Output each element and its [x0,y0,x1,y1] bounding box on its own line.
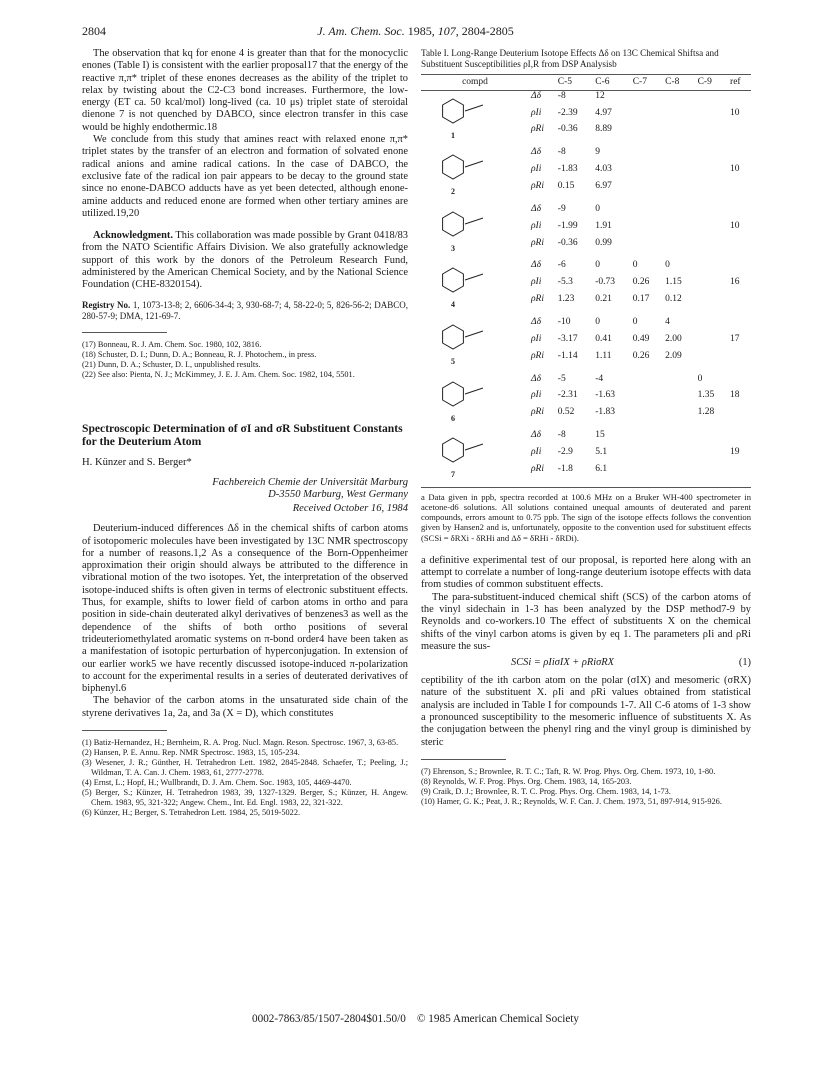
reference-item: (2) Hansen, P. E. Annu. Rep. NMR Spectrosc. 1983, 15, 105-234. [82,747,300,757]
affiliation [82,477,408,502]
value-cell: 0.21 [595,294,612,305]
value-cell [663,464,695,481]
value-cell: 1.35 [697,390,715,401]
value-cell: 1.15 [665,277,682,288]
compound-number: 6 [451,413,455,423]
value-cell: 5.1 [595,447,608,458]
table-footnote: a Data given in ppb, spectra recorded at 100.6 MHz on a Bruker WH-400 spectrometer in acetone-d6 solutions. All solutions contained unequal amounts of deuterated and parent compounds, errors amount to 0.75 ppb. The sign of the isotope effects follows the convention given by Hansen2 and is, unfortunately, opposite to the convention used for substituent effects (SCSi = δRXi - δRHi and Δδ = δRHi - δRDi). [421,491,751,543]
table-row [421,204,751,221]
reference-cell [728,90,751,108]
value-cell [631,447,663,464]
benzene-ring-shape [443,325,464,349]
molecule-structure-drawing [423,260,523,300]
value-cell [696,90,728,108]
equation-formula: SCSi = ρIiσIX + ρRiσRX [511,657,614,669]
value-cell [696,294,728,311]
table-row [421,430,751,447]
value-cell: -3.17 [557,333,578,344]
side-chain-bond [465,444,483,450]
value-cell [631,90,663,108]
value-cell: -1.14 [557,350,578,361]
copyright-notice: © 1985 American Chemical Society [417,1013,579,1025]
body-paragraph: The observation that kq for enone 4 is greater than that for the monocyclic enones (Table I) is consistent with the earlier proposal17 that the energy of the reactive π,π* triplet of these enones decreases as the ability of the triplet to relax by twisting about the C2-C3 bond increases. Furthermore, the low-energy (ET ca. 50 kcal/mol) long-lived (ca. 10 μs) triplet state of steroidal dienone 7 is not quenched by DABCO, since electron transfer in this case would be highly endothermic.18 [82,48,408,133]
value-cell: 4.97 [595,107,612,118]
column-header [529,75,556,91]
value-cell [663,238,695,255]
reference-list [421,767,751,807]
value-cell: -0.36 [557,124,578,135]
registry-heading: Registry No. [82,299,131,310]
compound-number: 2 [451,187,455,197]
reference-item: (6) Künzer, H.; Berger, S. Tetrahedron Lett. 1984, 25, 5019-5022. [82,807,301,817]
parameter-label: Δδ [531,203,541,214]
reference-list [82,738,408,818]
article-authors: H. Künzer and S. Berger* [82,456,192,468]
running-header [82,24,749,40]
table-row [421,90,751,108]
received-date: Received October 16, 1984 [292,502,408,514]
body-paragraph: ceptibility of the ith carbon atom on the polar (σIX) and mesomeric (σRX) nature of the substituent X. ρIi and ρRi values obtained from statistical analysis are included in Table I for compounds 1-7. All C-6 atoms of 1-3 show a pronounced susceptibility to the mesomeric influence of substituents X. As the conjugation between the phenyl ring and the vinyl group is diminished by steric [421,675,751,748]
value-cell: 4 [665,316,670,327]
side-chain-bond [465,274,483,280]
value-cell [696,181,728,198]
value-cell [663,430,695,447]
value-cell: 0.26 [632,350,650,361]
value-cell: -1.83 [557,164,578,175]
value-cell [631,147,663,164]
affiliation-line: Fachbereich Chemie der Universität Marburg [212,476,408,488]
value-cell [696,260,728,277]
value-cell: 0.12 [665,294,682,305]
value-cell: 0 [632,260,638,271]
reference-item: (9) Craik, D. J.; Brownlee, R. T. C. Prog. Phys. Org. Chem. 1983, 14, 1-73. [421,786,671,796]
structure-cell [421,204,529,255]
parameter-label: ρIi [531,447,542,458]
value-cell [696,277,728,294]
value-cell [663,390,695,407]
side-chain-bond [465,105,483,111]
reference-item: (18) Schuster, D. I.; Dunn, D. A.; Bonneau, R. J. Photochem., in press. [82,349,317,359]
parameter-label: ρIi [531,220,542,231]
parameter-label: ρRi [531,124,545,135]
molecule-structure-drawing [423,430,523,470]
parameter-label: ρRi [531,463,545,474]
parameter-label: Δδ [531,430,541,441]
molecule-structure-drawing [423,317,523,357]
footnote-rule [421,759,506,760]
table-caption: Table I. Long-Range Deuterium Isotope Effects Δδ on 13C Chemical Shiftsa and Substituent Susceptibilities ρI,R from DSP Analysisb [421,48,719,69]
reference-cell [728,374,751,391]
value-cell [631,164,663,181]
acknowledgment-heading: Acknowledgment. [93,230,173,242]
value-cell: -1.83 [595,407,616,418]
value-cell: -1.63 [595,390,616,401]
value-cell: -6 [557,260,566,271]
structure-cell [421,147,529,198]
value-cell: 2.00 [665,333,682,344]
value-cell: -2.39 [557,107,578,118]
value-cell: 1.23 [557,294,575,305]
footnote-rule [82,730,167,731]
parameter-label: ρRi [531,237,545,248]
footnote-rule [82,332,167,333]
value-cell [696,334,728,351]
value-cell [631,390,663,407]
body-paragraph: a definitive experimental test of our proposal, is reported here along with an attempt to correlate a number of long-range deuterium isotope effects with data from studies of common substituent effects. [421,554,751,591]
reference-cell [728,464,751,481]
reference-cell [728,407,751,424]
value-cell: 1.91 [595,220,612,231]
value-cell: -9 [557,203,566,214]
reference-cell [728,147,751,164]
affiliation-line: D-3550 Marburg, West Germany [268,489,408,501]
value-cell [663,164,695,181]
journal-pages: 2804-2805 [461,24,514,38]
value-cell: 0.15 [557,180,575,191]
reference-cell [728,260,751,277]
value-cell [631,430,663,447]
reference-cell [728,351,751,368]
value-cell [663,90,695,108]
value-cell [696,317,728,334]
compound-number: 1 [451,130,455,140]
benzene-ring-shape [443,155,464,179]
parameter-label: ρRi [531,350,545,361]
parameter-label: ρRi [531,294,545,305]
value-cell: 6.1 [595,463,608,474]
column-header: C-6 [593,75,630,91]
value-cell: -0.73 [595,277,616,288]
reference-cell [728,238,751,255]
value-cell: -1.99 [557,220,578,231]
molecule-structure-drawing [423,91,523,131]
equation-number: (1) [738,657,751,669]
parameter-label: ρIi [531,164,542,175]
journal-citation [82,24,749,39]
acknowledgment [82,230,408,291]
value-cell: 12 [595,90,605,101]
value-cell: 2.09 [665,350,682,361]
parameter-label: ρIi [531,333,542,344]
reference-item: (17) Bonneau, R. J. Am. Chem. Soc. 1980, 102, 3816. [82,339,262,349]
parameter-label: ρIi [531,390,542,401]
table-row [421,147,751,164]
column-header: C-9 [696,75,728,91]
structure-cell [421,90,529,141]
structure-cell [421,430,529,481]
reference-item: (5) Berger, S.; Künzer, H. Tetrahedron 1983, 39, 1327-1329. Berger, S.; Künzer, H. Angew. Chem. 1983, 95, 321-322; Angew. Chem., Int. Ed. Engl. 1983, 22, 321-322. [82,787,408,807]
value-cell [631,181,663,198]
value-cell: 0 [595,260,600,271]
value-cell [663,221,695,238]
reference-item: (10) Hamer, G. K.; Peat, J. R.; Reynolds, W. F. Can. J. Chem. 1973, 51, 897-914, 915-926. [421,796,722,806]
reference-cell [728,430,751,447]
structure-cell [421,374,529,425]
parameter-label: ρRi [531,180,545,191]
side-chain-bond [465,161,483,167]
value-cell: 0.52 [557,407,575,418]
equation [421,657,751,671]
molecule-structure-drawing [423,204,523,244]
compound-number: 7 [451,470,455,480]
parameter-label: Δδ [531,90,541,101]
value-cell: 0 [697,373,703,384]
structure-cell [421,317,529,368]
parameter-label: Δδ [531,260,541,271]
right-column [421,48,751,807]
data-table [421,74,751,481]
reference-cell: 17 [730,333,740,344]
value-cell: 15 [595,430,605,441]
reference-cell: 10 [730,220,740,231]
reference-list [82,340,408,380]
body-paragraph: Deuterium-induced differences Δδ in the chemical shifts of carbon atoms of isotopomeric molecules have been investigated by 13C NMR spectroscopy for a number of reasons.1,2 As a consequence of the Born-Oppenheimer approximation their origin should always be attributed to the difference in vibrational motion of the two isotopes. Yet, the interpretation of the observed isotope-induced shifts is often given in terms of electronic substituent effects. Thus, for example, shifts to lower field of carbon atoms in ortho and para position in side-chain deuterated alkyl derivatives of benzenes3 as well as the dependence of the shifts of both ortho positions of several trideuteriomethylated aromatic systems on π-bond order4 have been taken as a manifestation of isotopic perturbation of hyperconjugation. In extension of our earlier work5 we have recently discussed isotope-induced π-polarization to account for the experimental results in a series of deuterated derivatives of biphenyl.6 [82,523,408,695]
page-footer [82,1013,749,1025]
value-cell: 4.03 [595,164,612,175]
parameter-label: Δδ [531,316,541,327]
reference-cell [728,181,751,198]
value-cell: -0.36 [557,237,578,248]
value-cell [696,124,728,141]
value-cell [631,238,663,255]
body-paragraph: We conclude from this study that amines react with relaxed enone π,π* triplet states by the transfer of an electron and formation of solvated enone radical anions and amine radical cations. In the case of DABCO, the exclusive fate of the radical ion pair appears to be decay to the ground state since no enone-DABCO adducts have as yet been detected, although enone-amine adducts and reduced enone are formed when other tertiary amines are utilized.19,20 [82,134,408,219]
column-header: C-5 [556,75,593,91]
value-cell: -8 [557,430,566,441]
parameter-label: ρIi [531,107,542,118]
value-cell [696,108,728,125]
reference-item: (3) Wesener, J. R.; Günther, H. Tetrahedron Lett. 1982, 2845-2848. Schaefer, T.; Peeling, J.; Wildman, T. A. Can. J. Chem. 1983, 61, 2777-2778. [82,757,408,777]
reference-cell: 10 [730,164,740,175]
value-cell: 0.49 [632,333,650,344]
reference-cell [728,294,751,311]
reference-cell: 16 [730,277,740,288]
registry-text: 1, 1073-13-8; 2, 6606-34-4; 3, 930-68-7; 4, 58-22-0; 5, 826-56-2; DABCO, 280-57-9; DMA, 121-69-7. [82,299,409,321]
value-cell [696,351,728,368]
table-row [421,260,751,277]
journal-name: J. Am. Chem. Soc. [317,24,405,38]
value-cell [663,204,695,221]
value-cell: -10 [557,316,571,327]
value-cell [663,407,695,424]
value-cell [663,124,695,141]
parameter-label: ρIi [531,277,542,288]
value-cell: 0.41 [595,333,612,344]
table-bottom-rule [421,487,751,488]
value-cell: 0 [595,316,600,327]
value-cell [631,108,663,125]
benzene-ring-shape [443,382,464,406]
parameter-label: ρRi [531,407,545,418]
body-paragraph: The behavior of the carbon atoms in the unsaturated side chain of the styrene derivatives 1a, 2a, and 3a (X = D), which constitutes [82,695,408,719]
parameter-label: Δδ [531,147,541,158]
acknowledgment-text: This collaboration was made possible by Grant 0418/83 from the NATO Scientific Affairs Division. We also gratefully acknowledge support of this work by the donors of the Petroleum Research Fund, administered by the American Chemical Society, and by the National Science Foundation (CHE-8320154). [82,230,408,291]
table-header-row [421,75,751,91]
value-cell [631,374,663,391]
reference-item: (7) Ehrenson, S.; Brownlee, R. T. C.; Taft, R. W. Prog. Phys. Org. Chem. 1973, 10, 1-80. [421,766,716,776]
structure-cell [421,260,529,311]
page-number: 2804 [82,24,106,38]
reference-cell: 19 [730,447,740,458]
column-header: compd [421,75,529,91]
side-chain-bond [465,218,483,224]
value-cell: 0 [665,260,670,271]
value-cell [663,374,695,391]
molecule-structure-drawing [423,147,523,187]
value-cell [663,181,695,198]
column-header: ref [728,75,751,91]
left-column [82,48,408,818]
value-cell: -2.9 [557,447,573,458]
compound-number: 3 [451,243,455,253]
value-cell [663,108,695,125]
value-cell [631,464,663,481]
value-cell [696,464,728,481]
journal-year: 1985, [407,24,435,38]
reference-item: (8) Reynolds, W. F. Prog. Phys. Org. Chem. 1983, 14, 165-203. [421,776,632,786]
table-row [421,317,751,334]
reference-cell: 10 [730,107,740,118]
value-cell: 0 [632,316,638,327]
value-cell: 9 [595,147,600,158]
value-cell [696,238,728,255]
reference-item: (1) Batiz-Hernandez, H.; Bernheim, R. A. Prog. Nucl. Magn. Reson. Spectrosc. 1967, 3, 63-85. [82,737,399,747]
article-title: Spectroscopic Determination of σI and σR Substituent Constants for the Deuterium Atom [82,421,403,449]
benzene-ring-shape [443,438,464,462]
value-cell: 6.97 [595,180,612,191]
value-cell [696,164,728,181]
reference-cell [728,317,751,334]
registry-numbers [82,300,408,322]
value-cell [631,221,663,238]
column-header: C-7 [631,75,663,91]
value-cell [663,447,695,464]
molecule-structure-drawing [423,374,523,414]
reference-cell [728,124,751,141]
value-cell: 8.89 [595,124,612,135]
article-code: 0002-7863/85/1507-2804$01.50/0 [252,1013,406,1025]
value-cell: 0.99 [595,237,612,248]
reference-cell [728,204,751,221]
value-cell [696,221,728,238]
value-cell: 0 [595,203,600,214]
value-cell: -5.3 [557,277,573,288]
side-chain-bond [465,331,483,337]
compound-number: 4 [451,300,455,310]
reference-item: (4) Ernst, L.; Hopf, H.; Wullbrandt, D. J. Am. Chem. Soc. 1983, 105, 4469-4470. [82,777,352,787]
value-cell: 1.28 [697,407,715,418]
benzene-ring-shape [443,212,464,236]
value-cell: 1.11 [595,350,612,361]
value-cell [696,147,728,164]
compound-number: 5 [451,356,455,366]
side-chain-bond [465,388,483,394]
value-cell [696,204,728,221]
reference-item: (22) See also: Pienta, N. J.; McKimmey, J. E. J. Am. Chem. Soc. 1982, 104, 5501. [82,369,355,379]
value-cell: -8 [557,90,566,101]
value-cell [631,204,663,221]
parameter-label: Δδ [531,373,541,384]
value-cell: 0.17 [632,294,650,305]
value-cell: -2.31 [557,390,578,401]
benzene-ring-shape [443,99,464,123]
value-cell [631,407,663,424]
benzene-ring-shape [443,268,464,292]
value-cell: -8 [557,147,566,158]
journal-volume: 107, [437,24,459,38]
value-cell [663,147,695,164]
reference-item: (21) Dunn, D. A.; Schuster, D. I., unpublished results. [82,359,261,369]
value-cell: -5 [557,373,566,384]
value-cell [696,447,728,464]
table-row [421,374,751,391]
reference-cell: 18 [730,390,740,401]
value-cell [631,124,663,141]
column-header: C-8 [663,75,695,91]
body-paragraph: The para-substituent-induced chemical shift (SCS) of the carbon atoms of the vinyl sidechain in 1-3 has been analyzed by the DSP method7-9 by Reynolds and co-workers.10 The effect of substituents X on the chemical shifts of the vinyl carbon atoms is given by eq 1. The parameters ρIi and ρRi measure the sus- [421,591,751,652]
value-cell: -1.8 [557,463,573,474]
value-cell: -4 [595,373,604,384]
value-cell [696,430,728,447]
value-cell: 0.26 [632,277,650,288]
